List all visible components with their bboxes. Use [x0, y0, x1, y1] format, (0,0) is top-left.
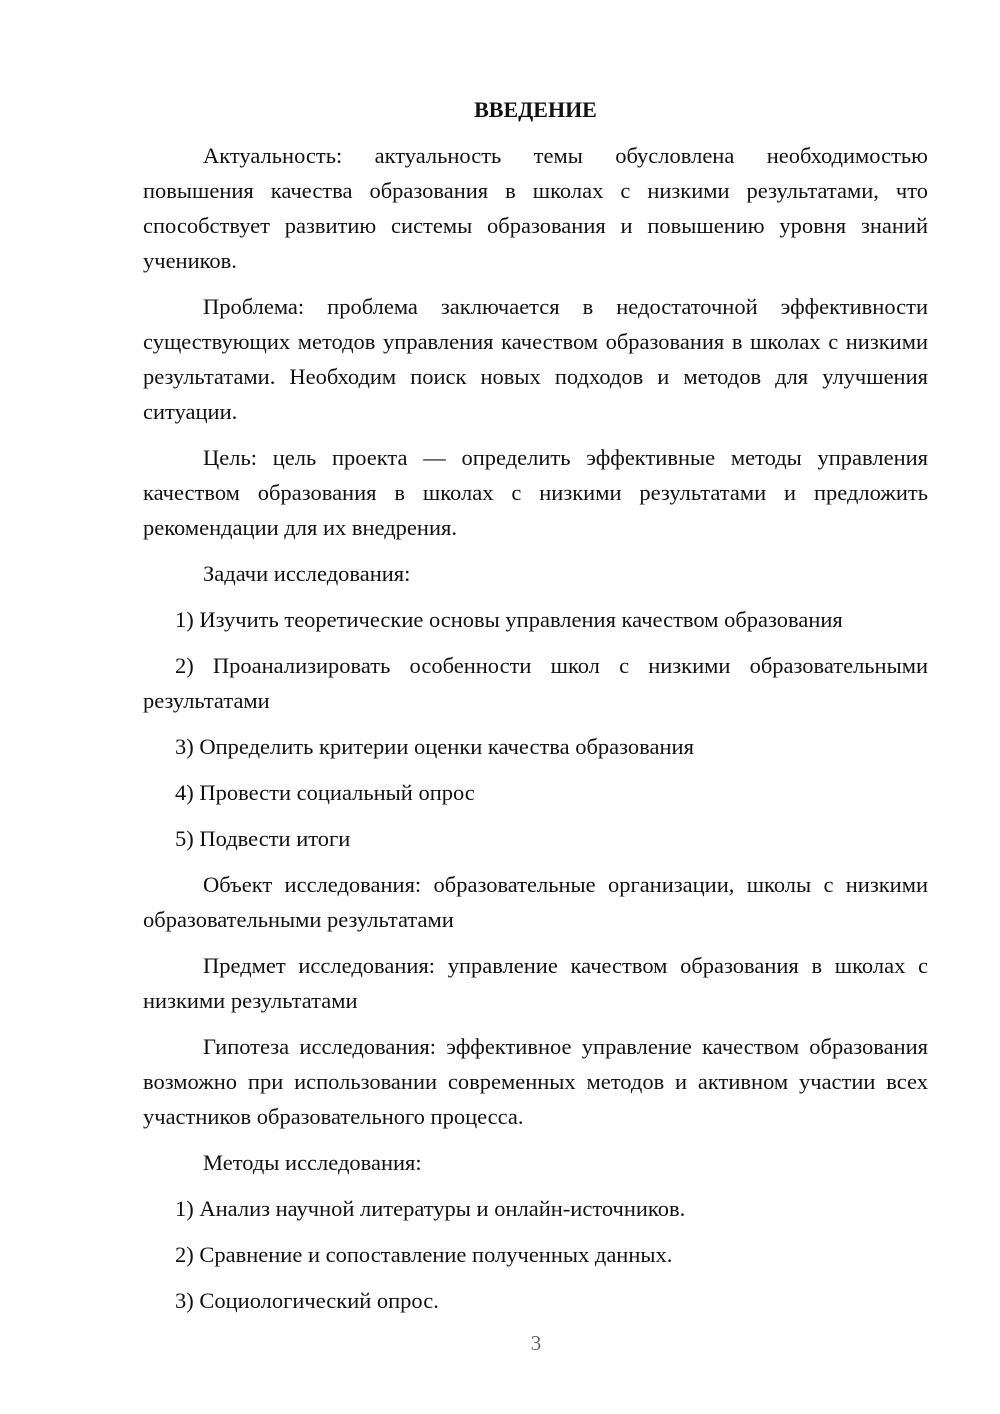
- method-item: 2) Сравнение и сопоставление полученных данных.: [175, 1242, 673, 1267]
- method-item: 1) Анализ научной литературы и онлайн-источников.: [175, 1196, 686, 1221]
- subject-paragraph: Предмет исследования: управление качеством образования в школах с низкими результатами: [143, 953, 928, 1013]
- object-paragraph: Объект исследования: образовательные организации, школы с низкими образовательными результатами: [143, 872, 928, 932]
- tasks-heading: Задачи исследования:: [203, 561, 411, 586]
- task-item: 3) Определить критерии оценки качества образования: [175, 734, 694, 759]
- task-item: 2) Проанализировать особенности школ с низкими образовательными результатами: [143, 653, 928, 713]
- relevance-paragraph: Актуальность: актуальность темы обусловлена необходимостью повышения качества образования в школах с низкими результатами, что способствует развитию системы образования и повышению уровня знаний учеников.: [143, 143, 928, 273]
- page-content: [143, 92, 928, 1329]
- hypothesis-paragraph: Гипотеза исследования: эффективное управление качеством образования возможно при использовании современных методов и активном участии всех участников образовательного процесса.: [143, 1034, 928, 1129]
- task-item: 5) Подвести итоги: [175, 826, 351, 851]
- methods-heading: Методы исследования:: [203, 1150, 422, 1175]
- task-item: 1) Изучить теоретические основы управления качеством образования: [175, 607, 843, 632]
- page-number: 3: [530, 1331, 542, 1355]
- page-title: ВВЕДЕНИЕ: [474, 97, 597, 122]
- problem-paragraph: Проблема: проблема заключается в недостаточной эффективности существующих методов управления качеством образования в школах с низкими результатами. Необходим поиск новых подходов и методов для улучшения ситуации.: [143, 294, 928, 424]
- goal-paragraph: Цель: цель проекта — определить эффективные методы управления качеством образования в школах с низкими результатами и предложить рекомендации для их внедрения.: [143, 445, 928, 540]
- method-item: 3) Социологический опрос.: [175, 1288, 439, 1313]
- task-item: 4) Провести социальный опрос: [175, 780, 475, 805]
